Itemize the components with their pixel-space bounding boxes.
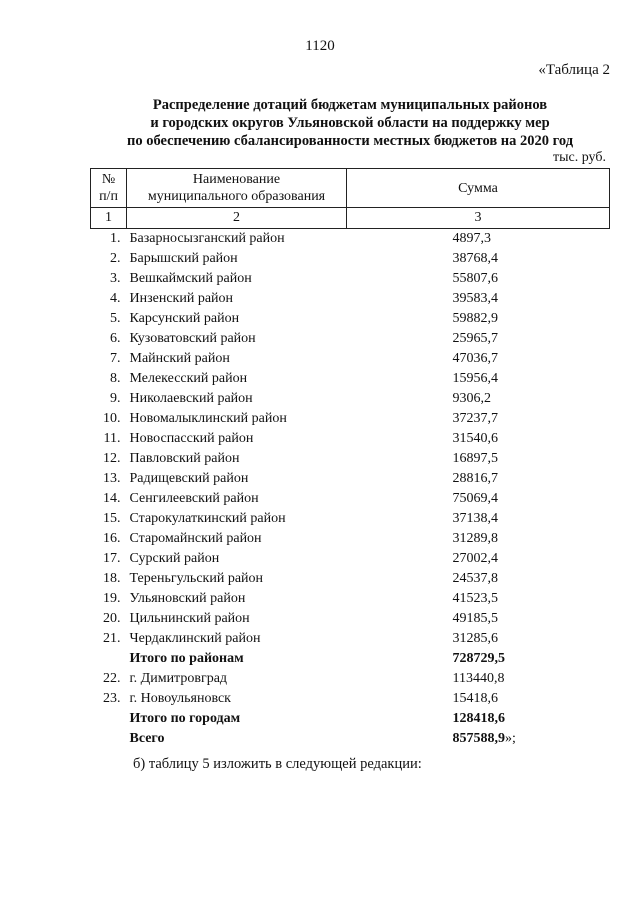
table-row <box>91 689 610 709</box>
municipality-name: Цильнинский район <box>129 611 250 626</box>
units-label: тыс. руб. <box>553 150 606 165</box>
row-number <box>91 729 127 749</box>
sum-cell <box>347 629 610 649</box>
column-index: 3 <box>347 208 610 229</box>
sum-cell <box>347 249 610 269</box>
row-number: 19. <box>103 591 121 606</box>
sum-value: 4897,3 <box>452 231 491 246</box>
municipality-name: Итого по городам <box>129 711 241 726</box>
header-number-line: п/п <box>99 189 118 204</box>
sum-value: 31285,6 <box>452 631 498 646</box>
row-number: 6. <box>110 331 121 346</box>
sum-cell <box>347 449 610 469</box>
table-row <box>91 309 610 329</box>
row-number: 22. <box>103 671 121 686</box>
municipality-name: Сенгилеевский район <box>129 491 259 506</box>
row-number <box>91 709 127 729</box>
municipality-name: Старокулаткинский район <box>129 511 286 526</box>
row-number: 5. <box>110 311 121 326</box>
subsidy-table <box>90 168 610 749</box>
total-row <box>91 729 610 749</box>
sum-cell <box>347 569 610 589</box>
sum-cell <box>347 369 610 389</box>
header-row <box>91 169 610 208</box>
table-row <box>91 569 610 589</box>
sum-value: 128418,6 <box>452 711 505 726</box>
row-number: 1. <box>110 231 121 246</box>
header-name-line: муниципального образования <box>147 189 326 204</box>
table-row <box>91 629 610 649</box>
municipality-name: Инзенский район <box>129 291 234 306</box>
sum-cell <box>347 589 610 609</box>
title-line: и городских округов Ульяновской области на поддержку мер <box>150 115 550 131</box>
sum-cell <box>347 489 610 509</box>
table-row <box>91 449 610 469</box>
row-number: 21. <box>103 631 121 646</box>
sum-value: 113440,8 <box>452 671 505 686</box>
municipality-name: Итого по районам <box>129 651 244 666</box>
municipality-name: Базарносызганский район <box>129 231 285 246</box>
row-number: 15. <box>103 511 121 526</box>
row-number: 8. <box>110 371 121 386</box>
row-number: 9. <box>110 391 121 406</box>
municipality-name: Майнский район <box>129 351 230 366</box>
table-row <box>91 469 610 489</box>
sum-cell <box>347 689 610 709</box>
sum-cell <box>347 349 610 369</box>
table-row <box>91 609 610 629</box>
sum-cell <box>347 649 610 669</box>
sum-value: 38768,4 <box>452 251 498 266</box>
row-number: 13. <box>103 471 121 486</box>
sum-value: 9306,2 <box>452 391 491 406</box>
header-number-line: № <box>101 172 116 187</box>
document-title <box>90 96 610 150</box>
table-row <box>91 509 610 529</box>
column-index: 1 <box>91 208 127 229</box>
row-number: 23. <box>103 691 121 706</box>
sum-cell <box>347 389 610 409</box>
sum-value: 15956,4 <box>452 371 498 386</box>
sum-cell <box>347 269 610 289</box>
municipality-name: Чердаклинский район <box>129 631 261 646</box>
sum-value: 27002,4 <box>452 551 498 566</box>
row-number: 2. <box>110 251 121 266</box>
sum-cell <box>347 289 610 309</box>
sum-cell <box>347 229 610 250</box>
row-number: 17. <box>103 551 121 566</box>
table-row <box>91 329 610 349</box>
row-number: 3. <box>110 271 121 286</box>
table-row <box>91 489 610 509</box>
sum-value: 41523,5 <box>452 591 498 606</box>
sum-cell <box>347 549 610 569</box>
sum-value: 37138,4 <box>452 511 498 526</box>
table-row <box>91 529 610 549</box>
footer-note: б) таблицу 5 изложить в следующей редакции: <box>133 756 422 772</box>
header-name-line: Наименование <box>192 172 281 187</box>
table-reference: «Таблица 2 <box>538 62 610 78</box>
table-row <box>91 429 610 449</box>
table-row <box>91 229 610 250</box>
sum-cell <box>347 669 610 689</box>
municipality-name: Карсунский район <box>129 311 240 326</box>
quote-close: »; <box>505 731 516 746</box>
column-index: 2 <box>127 208 347 229</box>
municipality-name: Николаевский район <box>129 391 253 406</box>
sum-value: 39583,4 <box>452 291 498 306</box>
row-number <box>91 649 127 669</box>
municipality-name: Старомайнский район <box>129 531 262 546</box>
row-number: 16. <box>103 531 121 546</box>
sum-value: 15418,6 <box>452 691 498 706</box>
sum-value: 47036,7 <box>452 351 498 366</box>
municipality-name: Барышский район <box>129 251 238 266</box>
row-number: 12. <box>103 451 121 466</box>
municipality-name: Вешкаймский район <box>129 271 252 286</box>
row-number: 10. <box>103 411 121 426</box>
sum-value: 857588,9 <box>452 731 505 746</box>
sum-value: 25965,7 <box>452 331 498 346</box>
row-number: 20. <box>103 611 121 626</box>
sum-cell <box>347 309 610 329</box>
total-row <box>91 649 610 669</box>
header-name <box>127 169 347 208</box>
sum-value: 55807,6 <box>452 271 498 286</box>
sum-cell <box>347 529 610 549</box>
row-number: 14. <box>103 491 121 506</box>
sum-value: 16897,5 <box>452 451 498 466</box>
row-number: 7. <box>110 351 121 366</box>
sum-value: 37237,7 <box>452 411 498 426</box>
sum-value: 728729,5 <box>452 651 505 666</box>
sum-value: 28816,7 <box>452 471 498 486</box>
sum-cell <box>347 329 610 349</box>
municipality-name: Павловский район <box>129 451 240 466</box>
municipality-name: Тереньгульский район <box>129 571 264 586</box>
sum-value: 31289,8 <box>452 531 498 546</box>
table-row <box>91 549 610 569</box>
title-line: Распределение дотаций бюджетам муниципальных районов <box>152 97 548 113</box>
sum-value: 24537,8 <box>452 571 498 586</box>
table-row <box>91 589 610 609</box>
municipality-name: Кузоватовский район <box>129 331 256 346</box>
municipality-name: Ульяновский район <box>129 591 246 606</box>
sum-cell <box>347 509 610 529</box>
row-number: 4. <box>110 291 121 306</box>
table-body <box>91 229 610 750</box>
table-row <box>91 369 610 389</box>
sum-cell <box>347 429 610 449</box>
total-row <box>91 709 610 729</box>
municipality-name: Всего <box>129 731 165 746</box>
header-sum: Сумма <box>347 169 610 208</box>
table-row <box>91 389 610 409</box>
column-index-row <box>91 208 610 229</box>
municipality-name: г. Димитровград <box>129 671 228 686</box>
municipality-name: Новоспасский район <box>129 431 254 446</box>
municipality-name: Радищевский район <box>129 471 249 486</box>
table-row <box>91 669 610 689</box>
table-row <box>91 249 610 269</box>
table-row <box>91 289 610 309</box>
row-number: 18. <box>103 571 121 586</box>
sum-value: 31540,6 <box>452 431 498 446</box>
table-row <box>91 409 610 429</box>
sum-value: 75069,4 <box>452 491 498 506</box>
municipality-name: Мелекесский район <box>129 371 248 386</box>
municipality-name: г. Новоульяновск <box>129 691 231 706</box>
sum-value: 49185,5 <box>452 611 498 626</box>
municipality-name: Новомалыклинский район <box>129 411 287 426</box>
page-number: 1120 <box>305 38 335 54</box>
row-number: 11. <box>103 431 121 446</box>
sum-cell <box>347 729 610 749</box>
sum-cell <box>347 409 610 429</box>
sum-cell <box>347 709 610 729</box>
header-number <box>91 169 127 208</box>
table-row <box>91 349 610 369</box>
municipality-name: Сурский район <box>129 551 220 566</box>
sum-value: 59882,9 <box>452 311 498 326</box>
sum-cell <box>347 469 610 489</box>
table-row <box>91 269 610 289</box>
sum-cell <box>347 609 610 629</box>
title-line: по обеспечению сбалансированности местных бюджетов на 2020 год <box>126 133 574 149</box>
